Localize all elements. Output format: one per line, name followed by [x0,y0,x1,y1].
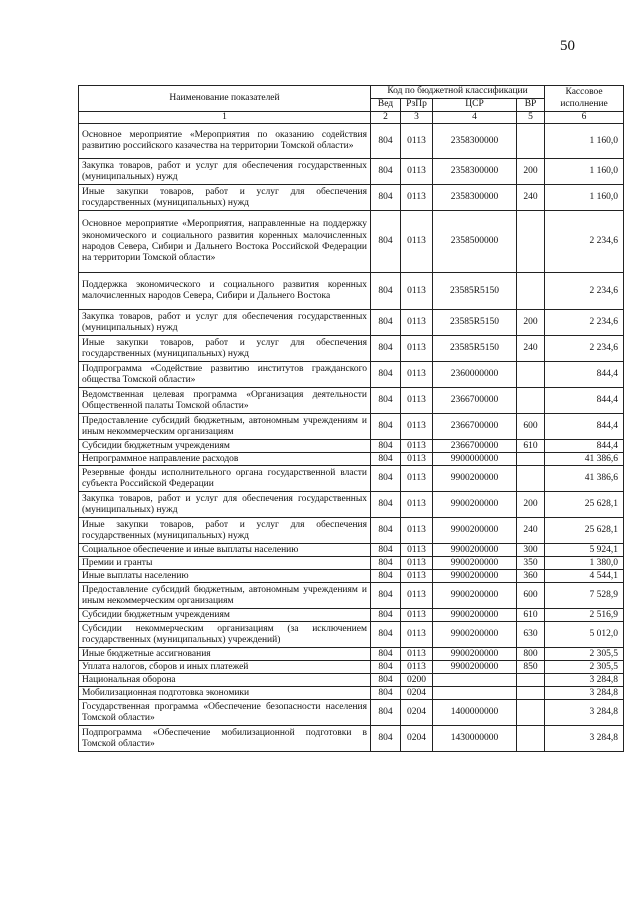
row-rzpr: 0113 [401,336,433,362]
row-ved: 804 [371,661,401,674]
row-name: Закупка товаров, работ и услуг для обеспечения государственных (муниципальных) нужд [79,492,371,518]
row-vr: 610 [517,609,545,622]
row-ved: 804 [371,622,401,648]
row-ved: 804 [371,310,401,336]
table-row [79,440,624,453]
row-vr: 630 [517,622,545,648]
row-rzpr: 0113 [401,124,433,159]
row-csr: 2358300000 [433,159,517,185]
row-name: Социальное обеспечение и иные выплаты населению [79,544,371,557]
table-row [79,622,624,648]
table-row [79,273,624,310]
row-vr [517,211,545,273]
row-sum: 7 528,9 [545,583,624,609]
row-csr: 9900200000 [433,492,517,518]
row-sum: 41 386,6 [545,466,624,492]
table-row [79,492,624,518]
header-name: Наименование показателей [79,86,371,112]
row-csr: 9900200000 [433,544,517,557]
row-ved: 804 [371,583,401,609]
row-name: Национальная оборона [79,674,371,687]
row-csr: 2366700000 [433,388,517,414]
col-number: 4 [433,112,517,124]
row-name: Закупка товаров, работ и услуг для обеспечения государственных (муниципальных) нужд [79,310,371,336]
row-vr [517,726,545,752]
header-vr: ВР [517,99,545,112]
row-ved: 804 [371,700,401,726]
table-row [79,414,624,440]
row-csr: 2358300000 [433,185,517,211]
row-vr [517,124,545,159]
col-number: 2 [371,112,401,124]
row-vr: 200 [517,159,545,185]
row-sum: 1 160,0 [545,124,624,159]
table-row [79,518,624,544]
row-sum: 844,4 [545,440,624,453]
row-rzpr: 0113 [401,273,433,310]
row-ved: 804 [371,336,401,362]
page-number: 50 [560,38,575,54]
header-rzpr: РзПр [401,99,433,112]
row-sum: 4 544,1 [545,570,624,583]
row-vr [517,453,545,466]
row-vr: 240 [517,336,545,362]
row-name: Предоставление субсидий бюджетным, автономным учреждениям и иным некоммерческим организациям [79,583,371,609]
row-vr: 200 [517,492,545,518]
row-csr: 2358500000 [433,211,517,273]
row-name: Основное мероприятие «Мероприятия, направленные на поддержку экономического и социального развития коренных малочисленных народов Севера, Сибири и Дальнего Востока Российской Федерации на территории Томской области» [79,211,371,273]
row-name: Резервные фонды исполнительного органа государственной власти субъекта Российской Федерации [79,466,371,492]
row-rzpr: 0204 [401,687,433,700]
budget-table [78,85,624,752]
row-name: Основное мероприятие «Мероприятия по оказанию содействия развитию российского казачества на территории Томской области» [79,124,371,159]
row-sum: 2 305,5 [545,648,624,661]
row-rzpr: 0113 [401,440,433,453]
table-row [79,544,624,557]
row-vr: 300 [517,544,545,557]
row-vr [517,700,545,726]
row-ved: 804 [371,185,401,211]
row-name: Подпрограмма «Обеспечение мобилизационной подготовки в Томской области» [79,726,371,752]
row-name: Ведомственная целевая программа «Организация деятельности Общественной палаты Томской области» [79,388,371,414]
row-csr: 9900200000 [433,570,517,583]
row-csr [433,687,517,700]
row-name: Предоставление субсидий бюджетным, автономным учреждениям и иным некоммерческим организациям [79,414,371,440]
row-csr: 9900200000 [433,622,517,648]
row-rzpr: 0200 [401,674,433,687]
table-row [79,648,624,661]
row-csr: 2366700000 [433,414,517,440]
row-rzpr: 0113 [401,453,433,466]
table-row [79,674,624,687]
table-row [79,557,624,570]
row-vr: 800 [517,648,545,661]
row-sum: 41 386,6 [545,453,624,466]
row-ved: 804 [371,557,401,570]
row-csr: 23585R5150 [433,273,517,310]
row-rzpr: 0113 [401,518,433,544]
row-ved: 804 [371,544,401,557]
row-sum: 2 234,6 [545,336,624,362]
row-rzpr: 0113 [401,211,433,273]
row-sum: 5 012,0 [545,622,624,648]
row-sum: 3 284,8 [545,726,624,752]
row-csr: 2358300000 [433,124,517,159]
row-vr: 350 [517,557,545,570]
row-name: Субсидии некоммерческим организациям (за исключением государственных (муниципальных) учреждений) [79,622,371,648]
table-row [79,726,624,752]
row-sum: 1 380,0 [545,557,624,570]
table-row [79,687,624,700]
row-vr [517,466,545,492]
row-name: Иные выплаты населению [79,570,371,583]
row-ved: 804 [371,726,401,752]
row-vr: 240 [517,518,545,544]
table-row [79,310,624,336]
row-csr: 9900200000 [433,466,517,492]
table-row [79,336,624,362]
row-ved: 804 [371,388,401,414]
row-name: Мобилизационная подготовка экономики [79,687,371,700]
row-csr: 2360000000 [433,362,517,388]
row-ved: 804 [371,466,401,492]
table-row [79,466,624,492]
row-rzpr: 0113 [401,570,433,583]
row-name: Закупка товаров, работ и услуг для обеспечения государственных (муниципальных) нужд [79,159,371,185]
row-ved: 804 [371,687,401,700]
row-rzpr: 0113 [401,557,433,570]
row-name: Иные закупки товаров, работ и услуг для обеспечения государственных (муниципальных) нужд [79,518,371,544]
row-csr: 2366700000 [433,440,517,453]
row-csr: 23585R5150 [433,310,517,336]
row-sum: 2 305,5 [545,661,624,674]
row-rzpr: 0113 [401,185,433,211]
row-vr [517,273,545,310]
row-vr: 240 [517,185,545,211]
row-sum: 2 234,6 [545,211,624,273]
row-name: Поддержка экономического и социального развития коренных малочисленных народов Севера, Сибири и Дальнего Востока [79,273,371,310]
row-csr: 1400000000 [433,700,517,726]
col-number: 5 [517,112,545,124]
row-rzpr: 0204 [401,700,433,726]
header-csr: ЦСР [433,99,517,112]
row-sum: 1 160,0 [545,159,624,185]
row-rzpr: 0204 [401,726,433,752]
table-row [79,124,624,159]
row-ved: 804 [371,273,401,310]
row-ved: 804 [371,159,401,185]
row-name: Непрограммное направление расходов [79,453,371,466]
row-csr: 9900200000 [433,583,517,609]
row-name: Субсидии бюджетным учреждениям [79,609,371,622]
row-sum: 844,4 [545,414,624,440]
row-ved: 804 [371,570,401,583]
row-rzpr: 0113 [401,466,433,492]
row-name: Уплата налогов, сборов и иных платежей [79,661,371,674]
row-sum: 5 924,1 [545,544,624,557]
row-ved: 804 [371,518,401,544]
table-row [79,362,624,388]
row-csr: 9900200000 [433,661,517,674]
row-rzpr: 0113 [401,159,433,185]
row-rzpr: 0113 [401,388,433,414]
row-rzpr: 0113 [401,609,433,622]
row-ved: 804 [371,609,401,622]
row-vr: 600 [517,414,545,440]
row-sum: 3 284,8 [545,674,624,687]
row-ved: 804 [371,362,401,388]
row-name: Премии и гранты [79,557,371,570]
row-vr [517,687,545,700]
row-rzpr: 0113 [401,362,433,388]
row-sum: 2 234,6 [545,273,624,310]
row-csr: 9900000000 [433,453,517,466]
row-vr [517,674,545,687]
header-ved: Вед [371,99,401,112]
row-csr: 1430000000 [433,726,517,752]
table-row [79,159,624,185]
row-csr: 9900200000 [433,609,517,622]
row-name: Субсидии бюджетным учреждениям [79,440,371,453]
row-ved: 804 [371,440,401,453]
table-row [79,583,624,609]
col-number: 3 [401,112,433,124]
row-vr [517,362,545,388]
row-sum: 3 284,8 [545,700,624,726]
row-csr: 9900200000 [433,518,517,544]
row-sum: 2 234,6 [545,310,624,336]
row-ved: 804 [371,211,401,273]
row-vr: 360 [517,570,545,583]
row-vr [517,388,545,414]
row-csr [433,674,517,687]
row-sum: 844,4 [545,388,624,414]
row-vr: 200 [517,310,545,336]
row-ved: 804 [371,648,401,661]
table-row [79,661,624,674]
row-sum: 25 628,1 [545,492,624,518]
row-sum: 1 160,0 [545,185,624,211]
table-row [79,185,624,211]
table-row [79,609,624,622]
row-rzpr: 0113 [401,414,433,440]
row-sum: 25 628,1 [545,518,624,544]
row-name: Иные закупки товаров, работ и услуг для обеспечения государственных (муниципальных) нужд [79,185,371,211]
row-sum: 3 284,8 [545,687,624,700]
row-rzpr: 0113 [401,661,433,674]
row-rzpr: 0113 [401,583,433,609]
row-sum: 844,4 [545,362,624,388]
row-csr: 23585R5150 [433,336,517,362]
row-ved: 804 [371,674,401,687]
row-ved: 804 [371,124,401,159]
row-rzpr: 0113 [401,310,433,336]
row-csr: 9900200000 [433,648,517,661]
row-ved: 804 [371,453,401,466]
row-name: Иные бюджетные ассигнования [79,648,371,661]
row-name: Иные закупки товаров, работ и услуг для обеспечения государственных (муниципальных) нужд [79,336,371,362]
table-row [79,570,624,583]
row-rzpr: 0113 [401,492,433,518]
header-execution: Кассовое исполнение [545,86,624,112]
row-rzpr: 0113 [401,648,433,661]
header-code-group: Код по бюджетной классификации [371,86,545,99]
table-row [79,453,624,466]
row-name: Подпрограмма «Содействие развитию институтов гражданского общества Томской области» [79,362,371,388]
table-row [79,388,624,414]
row-rzpr: 0113 [401,544,433,557]
row-vr: 600 [517,583,545,609]
col-number: 1 [79,112,371,124]
table-row [79,700,624,726]
row-rzpr: 0113 [401,622,433,648]
row-vr: 850 [517,661,545,674]
table-row [79,211,624,273]
row-ved: 804 [371,414,401,440]
row-vr: 610 [517,440,545,453]
row-sum: 2 516,9 [545,609,624,622]
row-name: Государственная программа «Обеспечение безопасности населения Томской области» [79,700,371,726]
col-number: 6 [545,112,624,124]
row-csr: 9900200000 [433,557,517,570]
row-ved: 804 [371,492,401,518]
